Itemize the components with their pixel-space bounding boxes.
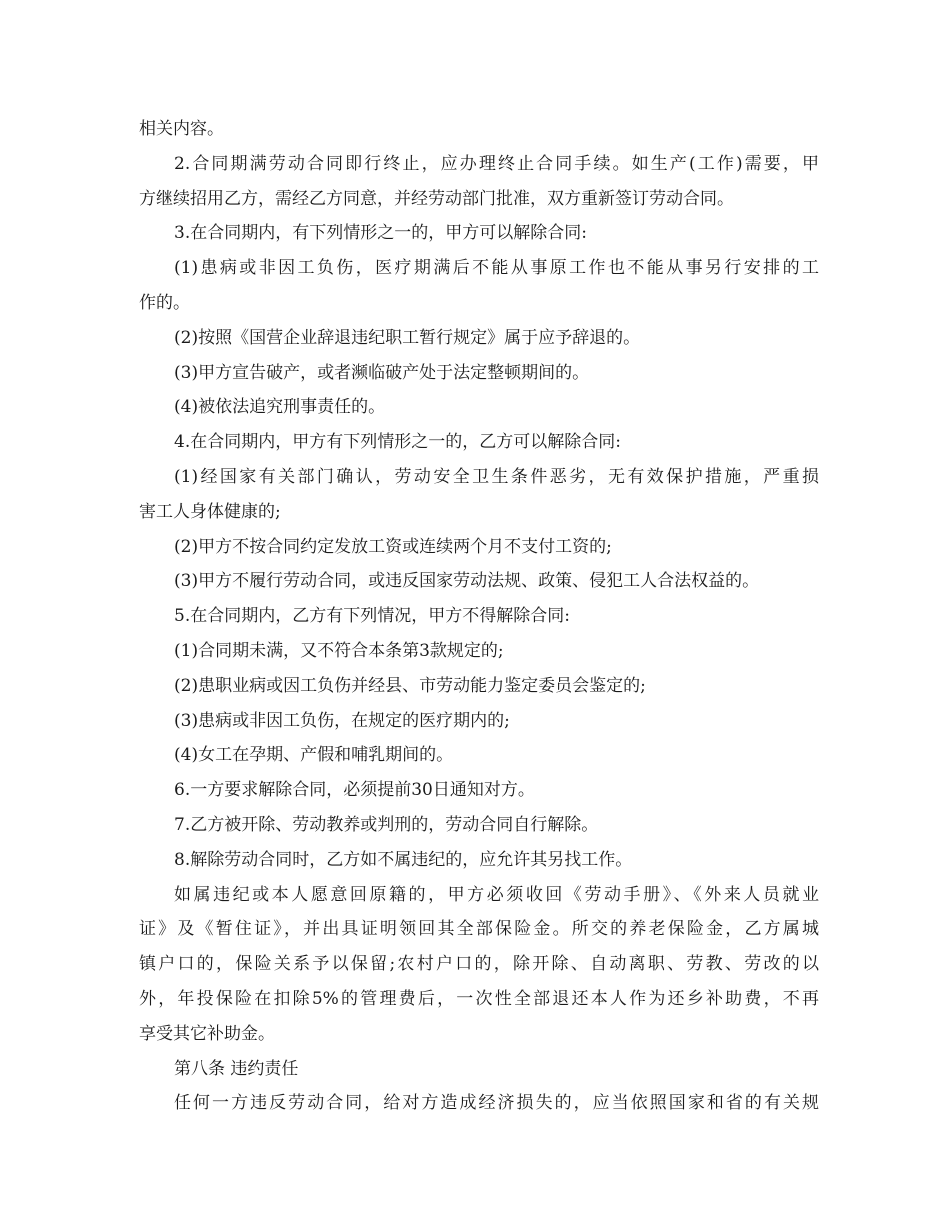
text-line: 方继续招用乙方，需经乙方同意，并经劳动部门批准，双方重新签订劳动合同。 — [139, 188, 734, 209]
text-line: 相关内容。 — [139, 119, 224, 139]
text-line: (2)患职业病或因工负伤并经县、市劳动能力鉴定委员会鉴定的; — [174, 675, 646, 696]
text-line: (3)甲方不履行劳动合同，或违反国家劳动法规、政策、侵犯工人合法权益的。 — [174, 571, 760, 592]
text-line: 4.在合同期内，甲方有下列情形之一的，乙方可以解除合同: — [174, 432, 621, 453]
text-line: 任何一方违反劳动合同，给对方造成经济损失的，应当依照国家和省的有关规 — [174, 1093, 819, 1114]
text-line: 6.一方要求解除合同，必须提前30日通知对方。 — [174, 780, 535, 801]
text-line: 证》及《暂住证》，并出具证明领回其全部保险金。所交的养老保险金，乙方属城 — [139, 919, 819, 940]
text-line: (1)经国家有关部门确认，劳动安全卫生条件恶劣，无有效保护措施，严重损 — [174, 466, 819, 487]
text-line: (1)合同期未满，又不符合本条第3款规定的; — [174, 640, 504, 661]
text-line: (1)患病或非因工负伤，医疗期满后不能从事原工作也不能从事另行安排的工 — [174, 258, 819, 279]
text-line: 镇户口的，保险关系予以保留;农村户口的，除开除、自动离职、劳教、劳改的以 — [139, 954, 819, 975]
text-line: 作的。 — [139, 292, 190, 313]
text-line: 第八条 违约责任 — [174, 1058, 299, 1079]
text-line: (3)甲方宣告破产，或者濒临破产处于法定整顿期间的。 — [174, 362, 590, 383]
text-line: 5.在合同期内，乙方有下列情况，甲方不得解除合同: — [174, 606, 570, 627]
text-line: 3.在合同期内，有下列情形之一的，甲方可以解除合同: — [174, 223, 587, 244]
document-body — [139, 112, 819, 1121]
text-line: 享受其它补助金。 — [139, 1023, 275, 1044]
text-line: (4)被依法追究刑事责任的。 — [174, 397, 386, 418]
text-line: 8.解除劳动合同时，乙方如不属违纪的，应允许其另找工作。 — [174, 849, 633, 870]
text-line: (4)女工在孕期、产假和哺乳期间的。 — [174, 745, 454, 766]
text-line: (2)按照《国营企业辞退违纪职工暂行规定》属于应予辞退的。 — [174, 327, 641, 348]
text-line: 外，年投保险在扣除5%的管理费后，一次性全部退还本人作为还乡补助费，不再 — [139, 988, 819, 1009]
text-line: 害工人身体健康的; — [139, 501, 281, 522]
text-line: 2.合同期满劳动合同即行终止，应办理终止合同手续。如生产(工作)需要，甲 — [174, 153, 819, 174]
text-line: 7.乙方被开除、劳动教养或判刑的，劳动合同自行解除。 — [174, 814, 599, 835]
text-line: 如属违纪或本人愿意回原籍的，甲方必须收回《劳动手册》、《外来人员就业 — [174, 884, 819, 905]
text-line: (2)甲方不按合同约定发放工资或连续两个月不支付工资的; — [174, 536, 612, 557]
text-line: (3)患病或非因工负伤，在规定的医疗期内的; — [174, 710, 510, 731]
